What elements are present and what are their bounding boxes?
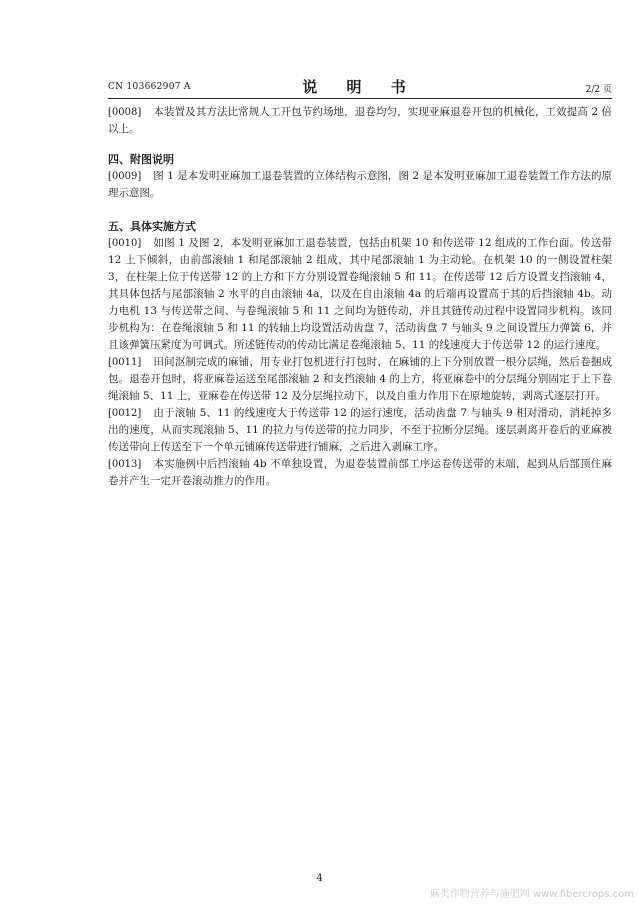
paragraph-number: [0009] [108, 171, 142, 182]
paragraph-0011 [108, 354, 612, 405]
document-title: 说 明 书 [302, 78, 418, 96]
paragraph-0013 [108, 456, 612, 490]
page-header [108, 76, 612, 99]
paragraph-number: [0011] [108, 357, 142, 368]
document-body [108, 104, 612, 490]
section-heading-figures: 四、附图说明 [108, 153, 174, 166]
paragraph-text: 图 1 是本发明亚麻加工退卷装置的立体结构示意图，图 2 是本发明亚麻加工退卷装置工作方法的原理示意图。 [108, 170, 612, 199]
paragraph-number: [0012] [108, 408, 142, 419]
paragraph-0009 [108, 168, 612, 202]
page-number: 4 [316, 873, 323, 884]
watermark-text: 麻类作物营养与施肥网 www.fibercrops.com [429, 889, 634, 900]
paragraph-text: 如图 1 及图 2，本发明亚麻加工退卷装置，包括由机架 10 和传送带 12 组成的工作台面。传送带 12 上下倾斜，由前部滚轴 1 和尾部滚轴 2 组成，其中尾部滚轴 1 为主动轮。在机架 10 的一侧设置柱架 3，在柱架上位于传送带 12 的上方和下方分别设置卷绳滚轴 5 和 11。在传送带 12 后方设置支挡滚轴 4，其具体包括与尾部滚轴 2 水平的自由滚轴 4a，以及在自由滚轴 4a 的后端再设置高于其的后挡滚轴 4b。动力电机 13 与传送带之间、与卷绳滚轴 5 和 11 之间均为链传动，并且其链传动过程中设置同步机构。该同步机构为：在卷绳滚轴 5 和 11 的转轴上均设置活动齿盘 7，活动齿盘 7 与轴头 9 之间设置压力弹簧 6，并且该弹簧压紧度为可调式。所述链传动的传动比满足卷绳滚轴 5、11 的线速度大于传送带 12 的运行速度。 [108, 237, 612, 351]
paragraph-text: 本装置及其方法比常规人工开包节约场地，退卷均匀，实现亚麻退卷开包的机械化，工效提高 2 倍以上。 [108, 106, 612, 135]
paragraph-number: [0013] [108, 459, 142, 470]
paragraph-0012 [108, 405, 612, 456]
paragraph-0008 [108, 104, 612, 138]
paragraph-number: [0008] [108, 107, 142, 118]
paragraph-text: 本实施例中后挡滚轴 4b 不单独设置，为退卷装置前部工序运卷传送带的末端，起到从后部顶住麻卷并产生一定开卷滚动推力的作用。 [108, 458, 612, 487]
paragraph-number: [0010] [108, 238, 142, 249]
document-number: CN 103662907 A [108, 82, 191, 92]
paragraph-text: 由于滚轴 5、11 的线速度大于传送带 12 的运行速度，活动齿盘 7 与轴头 9 相对滑动，消耗掉多出的速度，从而实现滚轴 5、11 的拉力与传送带的拉力同步，不至于拉断分层绳。逐层剥离开卷后的亚麻被传送带向上传送至下一个单元铺麻传送带进行铺麻，之后进入剥麻工序。 [108, 407, 612, 453]
section-heading-embodiment: 五、具体实施方式 [108, 220, 196, 233]
paragraph-text: 田间沤制完成的麻铺，用专业打包机进行打包时，在麻铺的上下分别放置一根分层绳，然后卷捆成包。退卷开包时，将亚麻卷运送至尾部滚轴 2 和支挡滚轴 4 的上方，将亚麻卷中的分层绳分别固定于上下卷绳滚轴 5、11 上，亚麻卷在传送带 12 及分层绳拉动下，以及自重力作用下在原地旋转，剥离式逐层打开。 [108, 356, 612, 402]
paragraph-0010 [108, 235, 612, 354]
page-indicator: 2/2 页 [585, 85, 612, 95]
